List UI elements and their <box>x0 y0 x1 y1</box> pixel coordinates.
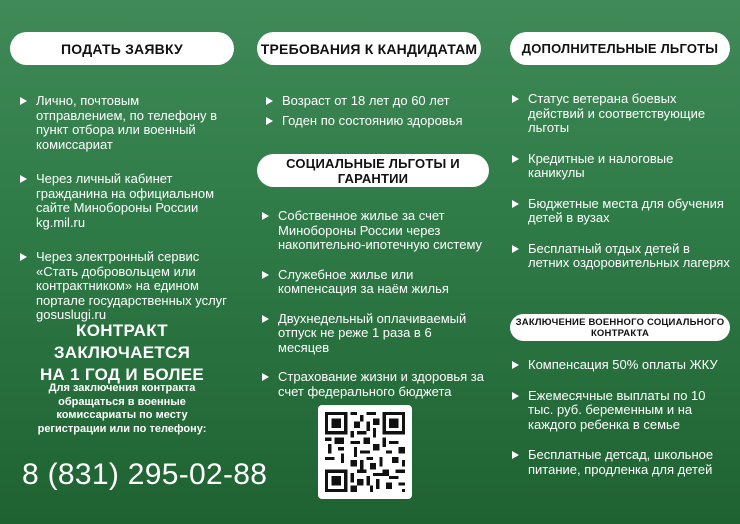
list-item-text: Бесплатные детсад, школьное питание, продленка для детей <box>528 447 714 477</box>
contract-term-line1: КОНТРАКТ ЗАКЛЮЧАЕТСЯ <box>53 321 191 362</box>
list-item-text: Кредитные и налоговые каникулы <box>528 150 674 180</box>
contact-note: Для заключения контракта обращаться в военные комиссариаты по месту регистрации или по телефону: <box>37 382 207 435</box>
extra-benefits-list <box>512 92 730 271</box>
chevron-right-icon <box>512 200 519 208</box>
list-item <box>512 197 730 226</box>
chevron-right-icon <box>512 451 519 459</box>
list-item-text: Собственное жилье за счет Минобороны России через накопительно-ипотечную систему <box>278 208 483 252</box>
list-item <box>512 448 730 477</box>
chevron-right-icon <box>512 155 519 163</box>
list-item-text: Ежемесячные выплаты по 10 тыс. руб. беременным и на каждого ребенка в семье <box>528 387 706 432</box>
list-item <box>20 172 232 230</box>
chevron-right-icon <box>20 253 27 261</box>
list-item-text: Лично, почтовым отправлением, по телефону в пункт отбора или военный комиссариат <box>36 93 218 152</box>
chevron-right-icon <box>262 373 269 381</box>
list-item <box>262 209 484 253</box>
chevron-right-icon <box>512 361 519 369</box>
list-item-text: Бесплатный отдых детей в летних оздоровительных лагерях <box>528 240 730 270</box>
chevron-right-icon <box>20 175 27 183</box>
qr-code[interactable] <box>318 405 412 499</box>
list-item <box>262 312 484 356</box>
chevron-right-icon <box>512 392 519 400</box>
list-item-text: Компенсация 50% оплаты ЖКУ <box>528 357 718 372</box>
list-item-text: Через электронный сервис «Стать добровольцем или контрактником» на едином портале государственных услуг gosuslugi.ru <box>36 249 227 322</box>
list-item <box>512 358 730 373</box>
chevron-right-icon <box>266 117 273 125</box>
chevron-right-icon <box>512 95 519 103</box>
chevron-right-icon <box>20 97 27 105</box>
chevron-right-icon <box>512 245 519 253</box>
chevron-right-icon <box>262 315 269 323</box>
list-item-text: Статус ветерана боевых действий и соответствующие льготы <box>528 91 706 135</box>
list-item <box>512 389 730 433</box>
list-item <box>512 152 730 181</box>
list-item <box>266 94 478 109</box>
list-item-text: Возраст от 18 лет до 60 лет <box>282 93 450 108</box>
list-item <box>20 94 232 152</box>
social-contract-header: ЗАКЛЮЧЕНИЕ ВОЕННОГО СОЦИАЛЬНОГО КОНТРАКТА <box>510 314 730 341</box>
chevron-right-icon <box>262 212 269 220</box>
social-contract-list <box>512 358 730 477</box>
list-item-text: Двухнедельный оплачиваемый отпуск не реже 1 раза в 6 месяцев <box>278 310 467 355</box>
chevron-right-icon <box>266 97 273 105</box>
apply-methods-list <box>20 94 232 323</box>
social-benefits-header: СОЦИАЛЬНЫЕ ЛЬГОТЫ И ГАРАНТИИ <box>257 154 489 187</box>
requirements-list <box>266 94 478 128</box>
list-item-text: Страхование жизни и здоровья за счет федерального бюджета <box>278 369 484 399</box>
list-item-text: Служебное жилье или компенсация за наём жилья <box>278 266 449 296</box>
list-item <box>512 242 730 271</box>
list-item <box>262 268 484 297</box>
contract-term-heading <box>10 320 234 386</box>
list-item <box>512 92 730 136</box>
list-item-text: Бюджетные места для обучения детей в вузах <box>528 195 724 225</box>
contract-term-line2: НА 1 ГОД И БОЛЕЕ <box>39 365 205 384</box>
apply-header: ПОДАТЬ ЗАЯВКУ <box>10 32 234 65</box>
extra-benefits-header: ДОПОЛНИТЕЛЬНЫЕ ЛЬГОТЫ <box>510 32 730 65</box>
list-item-text: Через личный кабинет гражданина на официальном сайте Минобороны России kg.mil.ru <box>36 171 215 230</box>
social-benefits-list <box>262 209 484 399</box>
phone-number[interactable]: 8 (831) 295-02-88 <box>22 458 268 491</box>
list-item <box>266 114 478 129</box>
requirements-header: ТРЕБОВАНИЯ К КАНДИДАТАМ <box>257 32 481 65</box>
chevron-right-icon <box>262 271 269 279</box>
qr-code-icon <box>325 412 405 492</box>
list-item <box>262 370 484 399</box>
list-item-text: Годен по состоянию здоровья <box>282 112 463 128</box>
list-item <box>20 250 232 323</box>
